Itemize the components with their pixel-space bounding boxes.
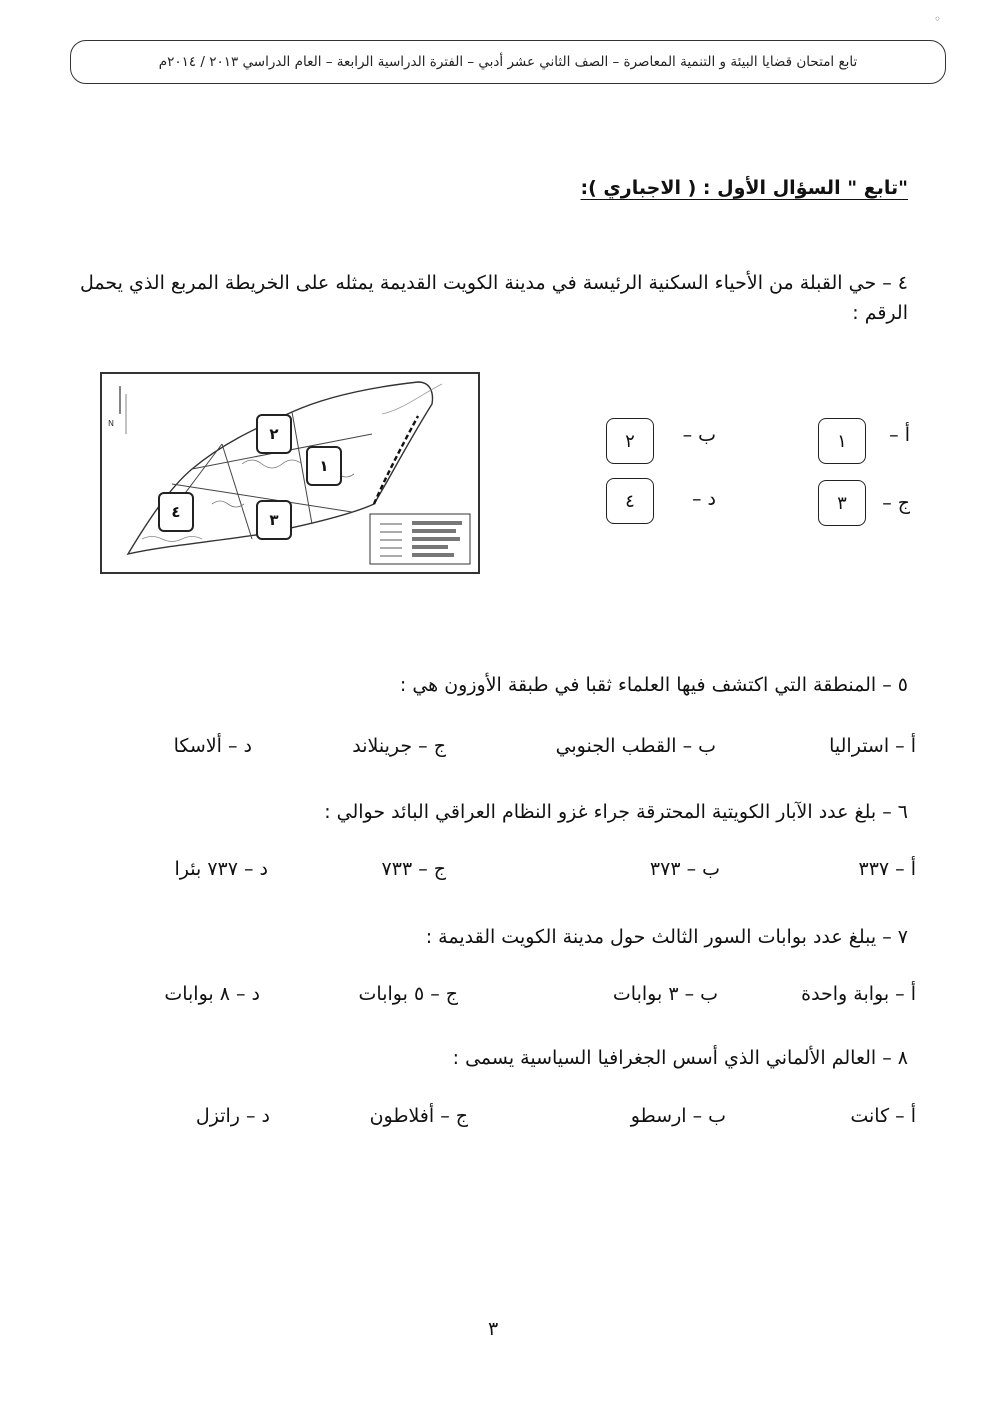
map-box-1: ١: [306, 446, 342, 486]
choice-b-label: ب –: [682, 424, 716, 446]
question-7-text: ٧ – يبلغ عدد بوابات السور الثالث حول مدينة الكويت القديمة :: [425, 926, 908, 948]
question-5-text: ٥ – المنطقة التي اكتشف فيها العلماء ثقبا في طبقة الأوزون هي :: [399, 674, 908, 696]
header-box: [70, 40, 946, 84]
q6-option-d[interactable]: د – ٧٣٧ بئرا: [174, 858, 268, 880]
choice-c-label: ج –: [882, 492, 910, 514]
q6-option-c[interactable]: ج – ٧٣٣: [381, 858, 446, 880]
page-number: ٣: [488, 1318, 499, 1340]
q5-option-b[interactable]: ب – القطب الجنوبي: [555, 735, 716, 757]
map-box-4: ٤: [158, 492, 194, 532]
question-6-options: [0, 858, 992, 890]
q6-option-b[interactable]: ب – ٣٧٣: [649, 858, 720, 880]
corner-mark: ◦: [934, 12, 942, 26]
question-6-text: ٦ – بلغ عدد الآبار الكويتية المحترقة جراء غزو النظام العراقي البائد حوالي :: [324, 801, 908, 823]
question-4-text: ٤ – حي القبلة من الأحياء السكنية الرئيسة في مدينة الكويت القديمة يمثله على الخريطة المربع الذي يحمل الرقم :: [80, 272, 908, 324]
q8-option-b[interactable]: ب – ارسطو: [630, 1105, 726, 1127]
q7-option-a[interactable]: أ – بوابة واحدة: [801, 983, 916, 1005]
question-8-text: ٨ – العالم الألماني الذي أسس الجغرافيا السياسية يسمى :: [452, 1047, 908, 1069]
q5-option-d[interactable]: د – ألاسكا: [173, 735, 252, 757]
question-5-options: [0, 735, 992, 767]
map-box-2: ٢: [256, 414, 292, 454]
q5-option-c[interactable]: ج – جرينلاند: [352, 735, 446, 757]
q6-option-a[interactable]: أ – ٣٣٧: [858, 858, 916, 880]
q8-option-d[interactable]: د – راتزل: [195, 1105, 270, 1127]
question-7-options: [0, 983, 992, 1015]
svg-text:N: N: [108, 419, 114, 428]
choice-b-box[interactable]: ٢: [606, 418, 654, 464]
choice-c-box[interactable]: ٣: [818, 480, 866, 526]
q8-option-c[interactable]: ج – أفلاطون: [369, 1105, 468, 1127]
q7-option-c[interactable]: ج – ٥ بوابات: [358, 983, 458, 1005]
map-drawing: [102, 374, 478, 572]
q7-option-b[interactable]: ب – ٣ بوابات: [612, 983, 718, 1005]
map-box-3: ٣: [256, 500, 292, 540]
old-kuwait-map: [100, 372, 480, 574]
section-title: "تابع " السؤال الأول : ( الاجباري ):: [580, 177, 908, 199]
q5-option-a[interactable]: أ – استراليا: [829, 735, 916, 757]
choice-d-label: د –: [691, 488, 716, 510]
choice-a-label: أ –: [889, 424, 910, 446]
choice-a-box[interactable]: ١: [818, 418, 866, 464]
question-8-options: [0, 1105, 992, 1137]
header-text: تابع امتحان قضايا البيئة و التنمية المعاصرة – الصف الثاني عشر أدبي – الفترة الدراسية الرابعة – العام الدراسي ٢٠١٣ / ٢٠١٤م: [158, 54, 858, 70]
q8-option-a[interactable]: أ – كانت: [850, 1105, 916, 1127]
choice-d-box[interactable]: ٤: [606, 478, 654, 524]
q7-option-d[interactable]: د – ٨ بوابات: [164, 983, 260, 1005]
